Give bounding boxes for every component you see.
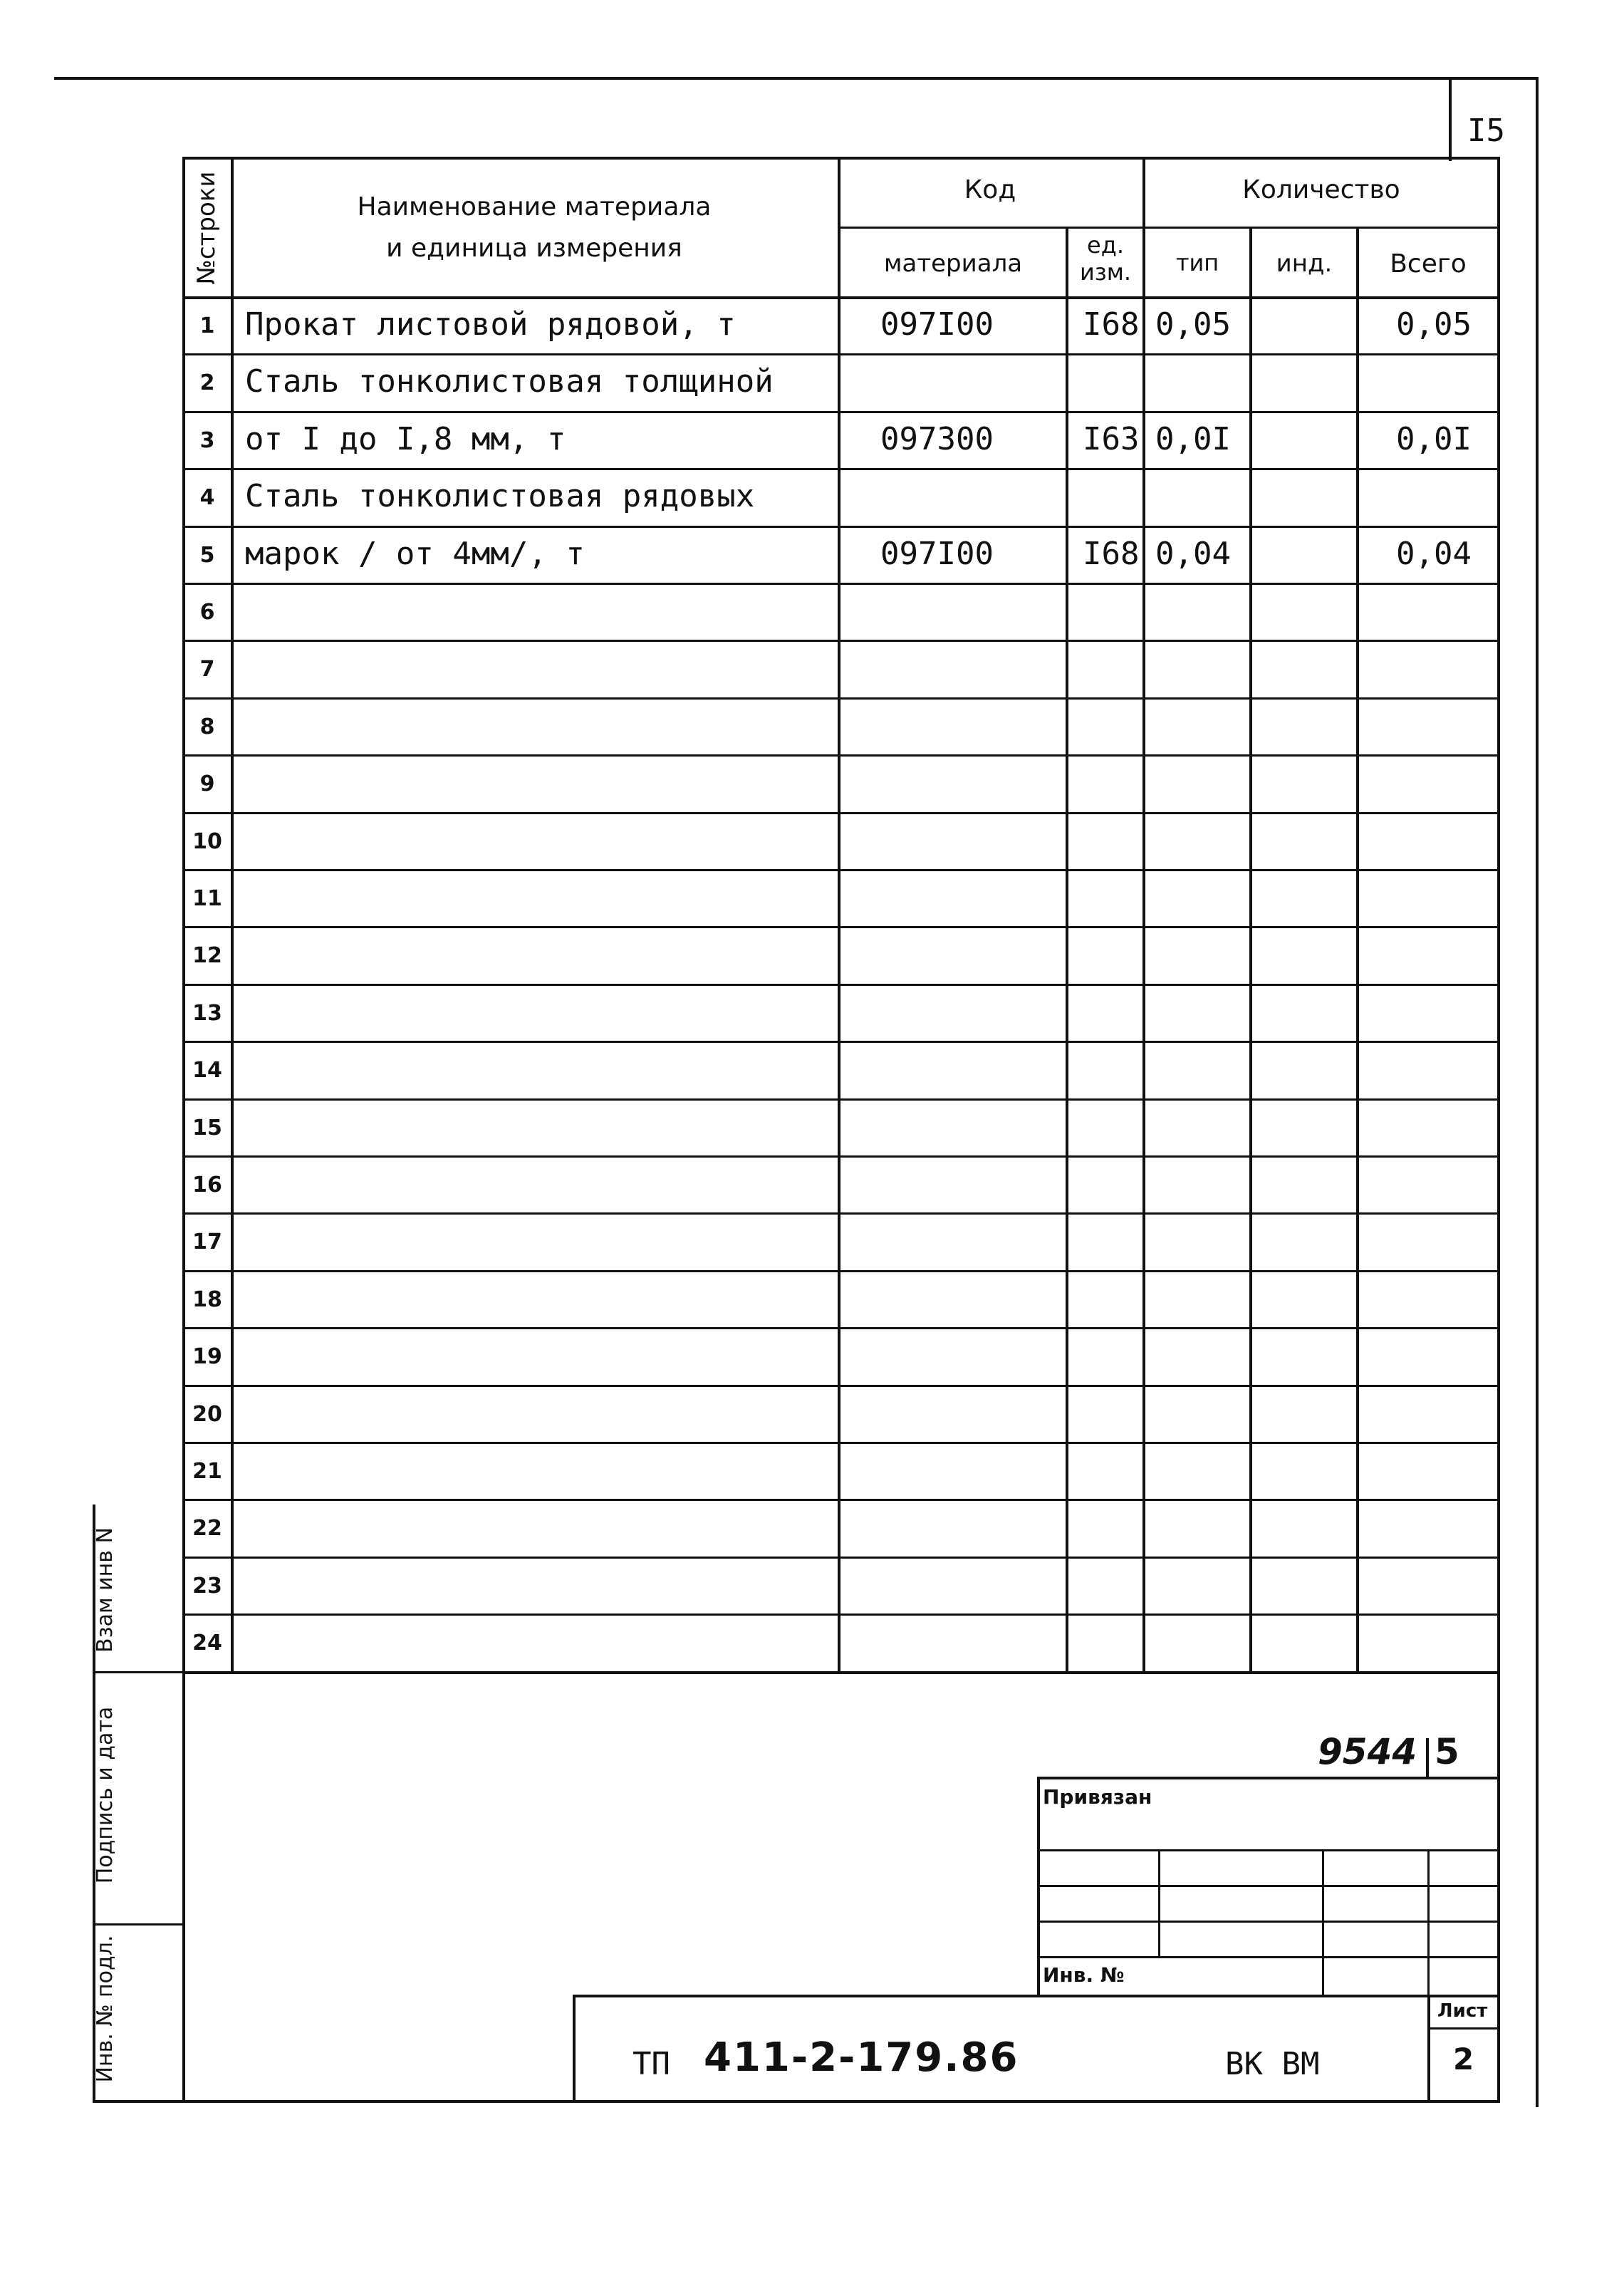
row-number: 1 — [199, 313, 215, 338]
row-number: 20 — [192, 1401, 222, 1427]
side-stamp-signature: Подпись и дата — [93, 1706, 118, 1884]
row-number: 11 — [192, 886, 222, 911]
binding-left — [1037, 1777, 1040, 1997]
top-border-line — [54, 77, 1539, 80]
row-number: 21 — [192, 1459, 222, 1484]
row-qty-total: 0,05 — [1396, 306, 1472, 343]
col-sep-ind — [1356, 227, 1359, 1674]
table-row-divider — [182, 1270, 1500, 1272]
table-row-divider — [182, 926, 1500, 928]
table-row-divider — [182, 1385, 1500, 1387]
row-number: 13 — [192, 1000, 222, 1026]
row-material-code: 097300 — [880, 420, 994, 457]
row-name: марок / от 4мм/, т — [245, 535, 585, 572]
row-number: 9 — [199, 771, 215, 797]
table-row-divider — [182, 1212, 1500, 1215]
table-row-divider — [182, 1327, 1500, 1329]
row-number: 8 — [199, 714, 215, 739]
table-row-divider — [182, 353, 1500, 355]
row-number: 3 — [199, 427, 215, 453]
row-number: 17 — [192, 1230, 222, 1255]
table-row-divider — [182, 1613, 1500, 1616]
header-qty-type: тип — [1175, 249, 1219, 276]
doc-number: 411-2-179.86 — [704, 2034, 1019, 2081]
row-number: 18 — [192, 1287, 222, 1312]
page-number: I5 — [1467, 113, 1505, 149]
table-row-divider — [182, 1499, 1500, 1501]
row-number: 2 — [199, 370, 215, 396]
stamp-sheet-sep — [1427, 1995, 1430, 2101]
row-name: от I до I,8 мм, т — [245, 420, 566, 457]
side-stamp-inv-podl: Инв. № подл. — [93, 1935, 118, 2083]
suffix-sep — [1426, 1738, 1429, 1778]
table-row-divider — [182, 583, 1500, 585]
col-sep-code-qty — [1142, 157, 1145, 1674]
sheet-label: Лист — [1437, 2000, 1488, 2022]
row-qty-type: 0,05 — [1155, 306, 1231, 343]
stamp-left-line — [573, 1995, 576, 2101]
header-unit-line2: изм. — [1079, 259, 1132, 286]
sheet-label-line — [1427, 2027, 1499, 2030]
row-number: 6 — [199, 600, 215, 625]
sheet-suffix: 5 — [1435, 1731, 1459, 1772]
table-row-divider — [182, 1557, 1500, 1559]
table-row-divider — [182, 1155, 1500, 1158]
header-quantity: Количество — [1242, 175, 1400, 204]
header-unit-line1: ед. — [1087, 232, 1124, 259]
table-row-divider — [182, 1041, 1500, 1043]
row-number: 22 — [192, 1516, 222, 1542]
header-name-line1: Наименование материала — [357, 192, 712, 222]
side-stamp-sep-1 — [93, 1671, 184, 1673]
row-number: 12 — [192, 943, 222, 969]
table-row-divider — [182, 1442, 1500, 1444]
table-row-divider — [182, 640, 1500, 642]
row-unit-code: I68 — [1083, 306, 1140, 343]
table-row-divider — [182, 526, 1500, 528]
row-number: 19 — [192, 1344, 222, 1370]
page-number-box-left — [1449, 77, 1452, 161]
row-material-code: 097I00 — [880, 535, 994, 572]
table-row-divider — [182, 869, 1500, 871]
header-code: Код — [964, 175, 1016, 204]
header-qty-total: Всего — [1390, 249, 1467, 279]
binding-col-2 — [1322, 1849, 1324, 1995]
side-stamp-sep-2 — [93, 1923, 184, 1926]
header-mid-line — [838, 227, 1499, 229]
table-row-divider — [182, 754, 1500, 757]
side-stamp-inner — [182, 1671, 185, 2101]
row-name: Сталь тонколистовая рядовых — [245, 478, 755, 515]
row-number: 5 — [199, 542, 215, 568]
binding-label: Привязан — [1043, 1785, 1152, 1809]
row-number: 4 — [199, 485, 215, 511]
table-row-divider — [182, 411, 1500, 413]
row-name: Сталь тонколистовая толщиной — [245, 363, 774, 400]
row-qty-type: 0,0I — [1155, 420, 1231, 457]
binding-col-1 — [1158, 1849, 1160, 1958]
page-bottom-border — [93, 2100, 1500, 2103]
row-name: Прокат листовой рядовой, т — [245, 306, 736, 343]
col-sep-type — [1249, 227, 1252, 1674]
binding-col-3 — [1427, 1849, 1430, 1995]
table-right-border — [1497, 157, 1500, 2101]
row-qty-total: 0,04 — [1396, 535, 1472, 572]
table-top-border — [182, 157, 1500, 160]
header-row-number: №строки — [192, 171, 221, 285]
header-bottom-line — [182, 296, 1500, 299]
handwritten-number: 9544 — [1318, 1731, 1417, 1772]
table-row-divider — [182, 468, 1500, 470]
stamp-top-line — [573, 1995, 1500, 1997]
header-code-material: материала — [883, 249, 1023, 278]
right-outer-border — [1536, 77, 1539, 2107]
inv-no-label: Инв. № — [1043, 1963, 1125, 1987]
row-number: 10 — [192, 828, 222, 854]
row-number: 23 — [192, 1573, 222, 1599]
row-number: 24 — [192, 1631, 222, 1656]
sheet-number: 2 — [1453, 2042, 1474, 2077]
row-number: 16 — [192, 1173, 222, 1197]
table-bottom-border — [182, 1671, 1500, 1674]
table-row-divider — [182, 984, 1500, 986]
row-number: 15 — [192, 1115, 222, 1140]
binding-top-line — [1037, 1777, 1500, 1779]
col-sep-material — [1066, 227, 1068, 1674]
side-stamp-vzam: Взам инв N — [93, 1527, 118, 1653]
header-qty-ind: инд. — [1276, 249, 1333, 278]
doc-prefix: ТП — [633, 2046, 670, 2082]
row-number: 14 — [192, 1058, 222, 1083]
col-sep-name — [838, 157, 840, 1674]
row-unit-code: I68 — [1083, 535, 1140, 572]
row-unit-code: I63 — [1083, 420, 1140, 457]
row-qty-type: 0,04 — [1155, 535, 1231, 572]
row-number: 7 — [199, 657, 215, 682]
header-name-line2: и единица измерения — [386, 234, 682, 263]
table-row-divider — [182, 1098, 1500, 1101]
doc-code: ВК ВМ — [1225, 2046, 1320, 2082]
row-material-code: 097I00 — [880, 306, 994, 343]
row-qty-total: 0,0I — [1396, 420, 1472, 457]
table-row-divider — [182, 812, 1500, 814]
table-row-divider — [182, 697, 1500, 700]
